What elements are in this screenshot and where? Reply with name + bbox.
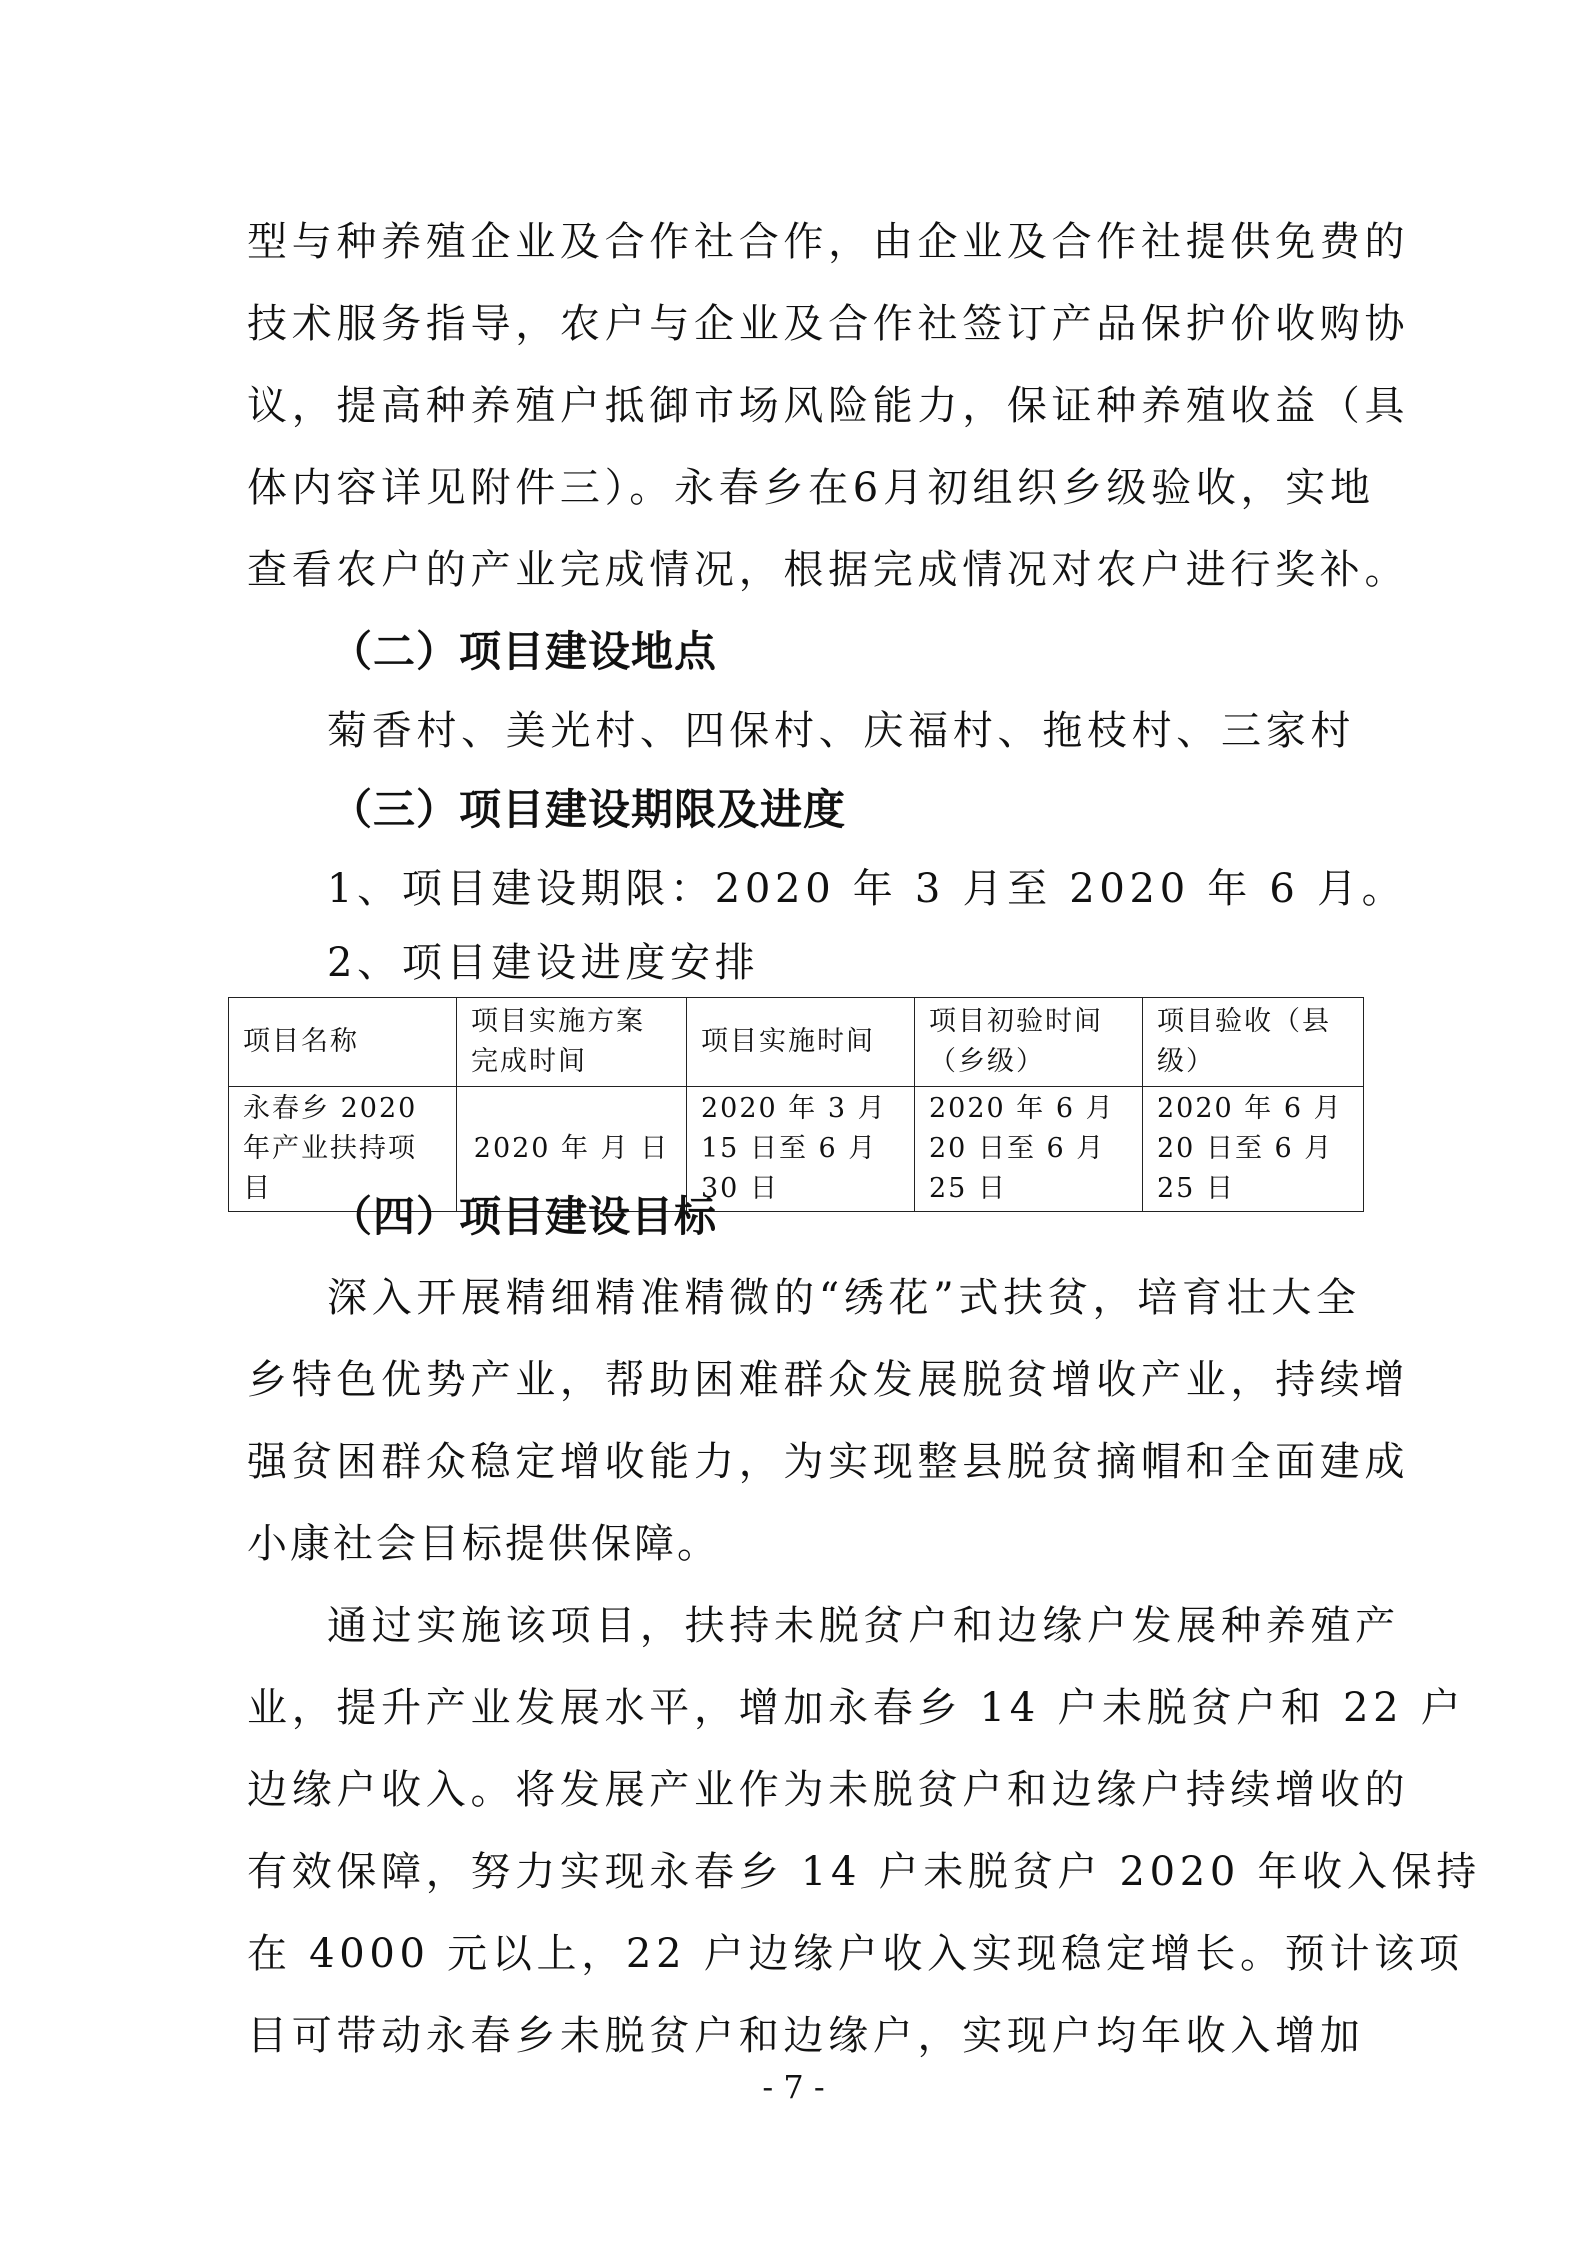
table-header-cell: 项目实施时间 — [687, 998, 915, 1087]
table-header-cell: 项目初验时间（乡级） — [915, 998, 1143, 1087]
paragraph-line: 业，提升产业发展水平，增加永春乡 14 户未脱贫户和 22 户 — [247, 1685, 1466, 1731]
paragraph-line: 深入开展精细精准精微的“绣花”式扶贫，培育壮大全 — [327, 1275, 1361, 1321]
section-heading-schedule: （三）项目建设期限及进度 — [330, 785, 847, 834]
table-cell: 2020 年 6 月 20 日至 6 月 25 日 — [915, 1087, 1143, 1212]
paragraph-line: 通过实施该项目，扶持未脱贫户和边缘户发展种养殖产 — [327, 1603, 1400, 1649]
table-cell: 2020 年 3 月 15 日至 6 月 30 日 — [687, 1087, 915, 1212]
paragraph-line: 型与种养殖企业及合作社合作，由企业及合作社提供免费的 — [247, 219, 1410, 265]
schedule-period-item: 1、项目建设期限：2020 年 3 月至 2020 年 6 月。 — [327, 866, 1407, 912]
table-header-row — [229, 998, 1364, 1087]
paragraph-line: 乡特色优势产业，帮助困难群众发展脱贫增收产业，持续增 — [247, 1357, 1410, 1403]
paragraph-line: 小康社会目标提供保障。 — [247, 1521, 720, 1567]
schedule-plan-item: 2、项目建设进度安排 — [327, 940, 760, 986]
paragraph-line: 议，提高种养殖户抵御市场风险能力，保证种养殖收益（具 — [247, 383, 1410, 429]
paragraph-line: 在 4000 元以上，22 户边缘户收入实现稳定增长。预计该项 — [247, 1931, 1464, 1977]
paragraph-line: 有效保障，努力实现永春乡 14 户未脱贫户 2020 年收入保持 — [247, 1849, 1481, 1895]
table-header-cell: 项目验收（县级） — [1143, 998, 1364, 1087]
paragraph-line: 体内容详见附件三）。永春乡在6月初组织乡级验收，实地 — [247, 465, 1375, 511]
table-cell: 2020 年 月 日 — [457, 1087, 687, 1212]
location-text: 菊香村、美光村、四保村、庆福村、拖枝村、三家村 — [327, 708, 1356, 754]
paragraph-line: 技术服务指导，农户与企业及合作社签订产品保护价收购协 — [247, 301, 1410, 347]
paragraph-line: 强贫困群众稳定增收能力，为实现整县脱贫摘帽和全面建成 — [247, 1439, 1410, 1485]
paragraph-line: 查看农户的产业完成情况，根据完成情况对农户进行奖补。 — [247, 547, 1410, 593]
table-cell: 2020 年 6 月 20 日至 6 月 25 日 — [1143, 1087, 1364, 1212]
table-header-cell: 项目实施方案完成时间 — [457, 998, 687, 1087]
section-heading-location: （二）项目建设地点 — [330, 627, 718, 676]
page-number: - 7 - — [762, 2068, 825, 2106]
section-heading-goals: （四）项目建设目标 — [330, 1192, 718, 1241]
table-cell: 永春乡 2020 年产业扶持项目 — [229, 1087, 457, 1212]
paragraph-line: 边缘户收入。将发展产业作为未脱贫户和边缘户持续增收的 — [247, 1767, 1410, 1813]
paragraph-line: 目可带动永春乡未脱贫户和边缘户，实现户均年收入增加 — [247, 2013, 1365, 2059]
schedule-table — [228, 997, 1364, 1212]
table-header-cell: 项目名称 — [229, 998, 457, 1087]
